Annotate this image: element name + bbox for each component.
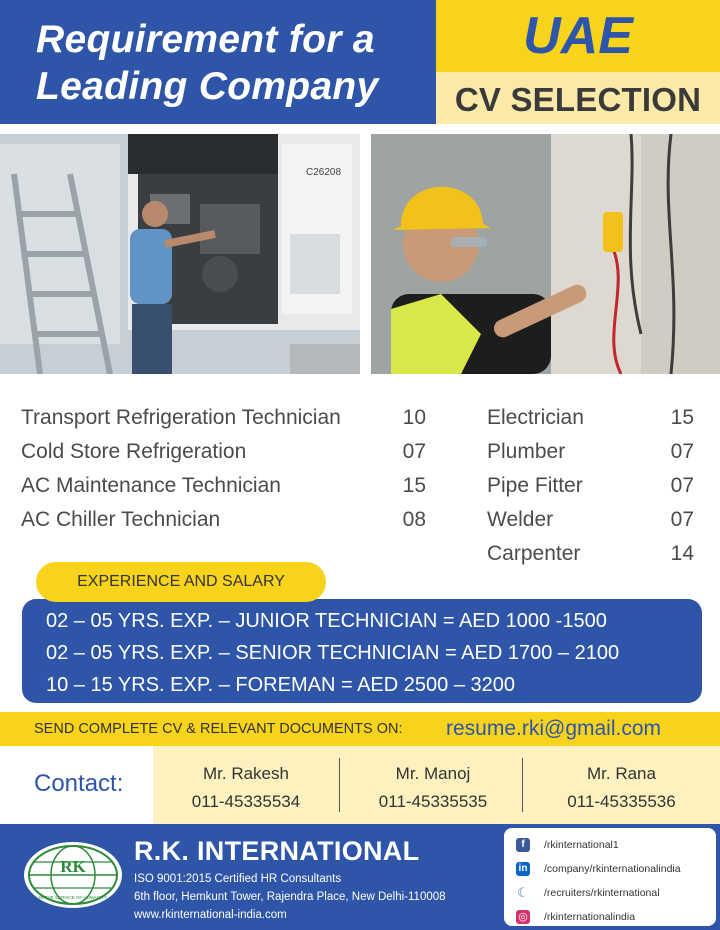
- country-badge: UAE: [436, 0, 720, 72]
- contact-person: [523, 760, 720, 816]
- facebook-icon: f: [516, 838, 530, 852]
- company-logo: [24, 842, 122, 908]
- contact-person: [153, 760, 339, 816]
- position-count: 14: [670, 542, 694, 565]
- contact-phone[interactable]: 011-45335535: [378, 792, 488, 811]
- position-title: Electrician: [487, 406, 584, 429]
- company-name: R.K. INTERNATIONAL: [134, 836, 420, 866]
- social-linkedin[interactable]: [516, 860, 681, 878]
- contact-label: Contact:: [34, 770, 124, 797]
- position-count: 07: [670, 440, 694, 463]
- header-banner: [0, 0, 436, 124]
- send-cv-bar: [0, 712, 720, 746]
- position-title: Cold Store Refrigeration: [21, 440, 247, 463]
- refrigeration-technician-photo: [0, 134, 360, 374]
- cv-selection-label: CV SELECTION: [436, 72, 720, 124]
- contact-name: Mr. Rakesh: [203, 764, 289, 783]
- salary-line: 02 – 05 YRS. EXP. – JUNIOR TECHNICIAN = AED 1000 -1500: [46, 610, 607, 632]
- position-title: AC Chiller Technician: [21, 508, 221, 531]
- linkedin-icon: in: [516, 862, 530, 876]
- position-count: 07: [670, 474, 694, 497]
- salary-line: 10 – 15 YRS. EXP. – FOREMAN = AED 2500 – 3200: [46, 674, 515, 696]
- social-naukri[interactable]: [516, 884, 660, 902]
- salary-box: [22, 599, 702, 703]
- position-count: 15: [670, 406, 694, 429]
- contact-box: [153, 746, 720, 824]
- company-website[interactable]: www.rkinternational-india.com: [134, 909, 287, 921]
- position-title: Carpenter: [487, 542, 581, 565]
- send-cv-text: SEND COMPLETE CV & RELEVANT DOCUMENTS ON:: [34, 721, 403, 737]
- electrician-photo: [371, 134, 720, 374]
- social-handle: /company/rkinternationalindia: [544, 863, 681, 875]
- salary-line: 02 – 05 YRS. EXP. – SENIOR TECHNICIAN = AED 1700 – 2100: [46, 642, 620, 664]
- logo-tagline: IN THE SERVICE OF HUMANITY: [39, 895, 107, 900]
- headline-line-1: Requirement for a: [36, 18, 375, 61]
- position-count: 07: [670, 508, 694, 531]
- social-handle: /recruiters/rkinternational: [544, 887, 660, 899]
- headline: [36, 16, 426, 110]
- position-count: 07: [402, 440, 426, 463]
- position-title: Welder: [487, 508, 554, 531]
- social-instagram[interactable]: [516, 908, 635, 926]
- position-count: 08: [402, 508, 426, 531]
- naukri-icon: ☾: [517, 885, 529, 900]
- logo-initials: RK: [60, 857, 86, 876]
- position-count: 15: [402, 474, 426, 497]
- contact-name: Mr. Rana: [587, 764, 656, 783]
- social-facebook[interactable]: [516, 836, 619, 854]
- unit-label: C26208: [306, 167, 342, 178]
- social-handle: /rkinternationalindia: [544, 911, 636, 923]
- contact-phone[interactable]: 011-45335536: [567, 792, 676, 811]
- social-links: [504, 828, 716, 926]
- contact-phone[interactable]: 011-45335534: [191, 792, 301, 811]
- position-title: Transport Refrigeration Technician: [21, 406, 341, 429]
- email-link[interactable]: resume.rki@gmail.com: [446, 717, 662, 740]
- position-count: 10: [402, 406, 426, 429]
- contact-name: Mr. Manoj: [395, 764, 471, 783]
- contact-section: [0, 746, 720, 824]
- iso-certification: ISO 9001:2015 Certified HR Consultants: [134, 873, 342, 885]
- position-title: Plumber: [487, 440, 566, 463]
- experience-heading: EXPERIENCE AND SALARY: [36, 562, 326, 602]
- company-address: 6th floor, Hemkunt Tower, Rajendra Place, New Delhi-110008: [134, 891, 446, 903]
- instagram-icon: ◎: [516, 910, 530, 924]
- social-handle: /rkinternational1: [544, 839, 619, 851]
- company-footer: [0, 824, 720, 930]
- headline-line-2: Leading Company: [36, 65, 379, 108]
- position-title: AC Maintenance Technician: [21, 474, 281, 497]
- contact-person: [340, 760, 526, 816]
- position-title: Pipe Fitter: [487, 474, 583, 497]
